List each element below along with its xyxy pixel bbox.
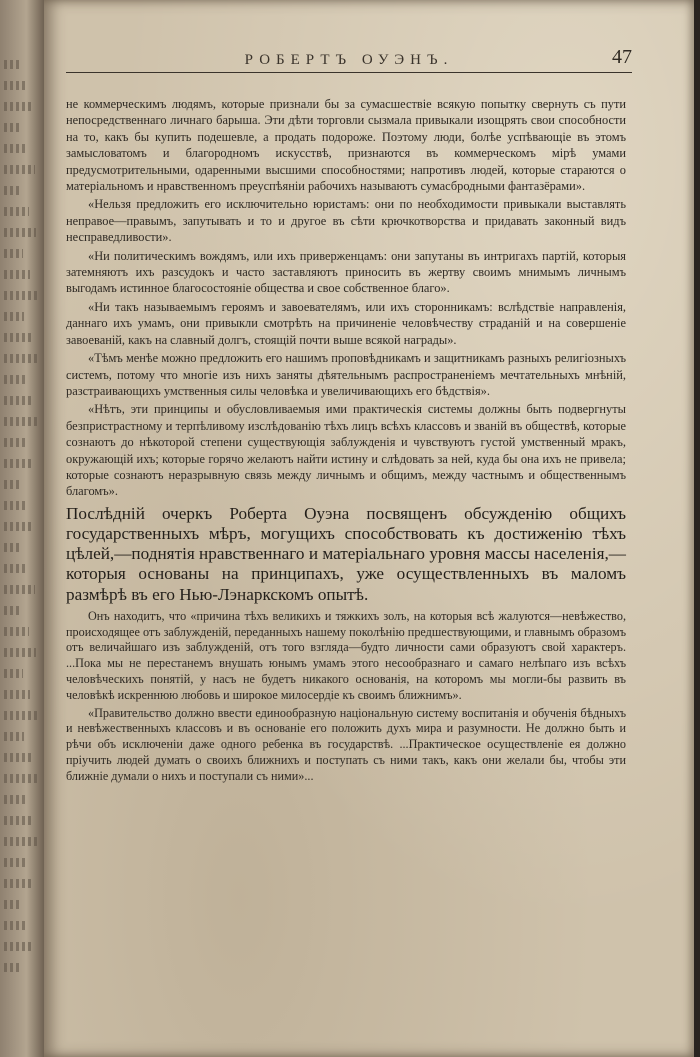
previous-page-text-fragment	[4, 795, 25, 804]
previous-page-text-fragment	[4, 480, 20, 489]
paragraph-2: «Нельзя предложить его исключительно юристамъ: они по необходимости привыкали выставлять неправое—правымъ, запутывать и то и другое въ сѣти крючкотворства и придавать законный видъ несправедливости».	[66, 197, 626, 245]
previous-page-text-fragment	[4, 228, 36, 237]
paragraph-4: «Ни такъ называемымъ героямъ и завоевателямъ, или ихъ сторонникамъ: вслѣдствіе направленія, даннаго ихъ умамъ, они привыкли смотрѣть на причиненіе человѣчеству страданій и на совершеніе завоеваній, какъ на славный долгъ, стоящій почти выше всякой награды».	[66, 299, 626, 347]
paragraph-6: «Нѣтъ, эти принципы и обусловливаемыя ими практическія системы должны быть подвергнуты безпристрастному и терпѣливому изслѣдованію тѣхъ лицъ всѣхъ классовъ и званій въ обществѣ, которые сознаютъ до нѣкоторой степени существующія заблужденія и чувствуютъ густой умственный мракъ, окружающій ихъ; которые горячо желаютъ найти истину и слѣдовать за ней, куда бы она ихъ не привела; которые сознаютъ неразрывную связь между личнымъ и общимъ, между частнымъ и общественнымъ благомъ».	[66, 402, 626, 499]
previous-page-text-fragment	[4, 900, 20, 909]
previous-page-text-fragment	[4, 312, 24, 321]
previous-page-text-fragment	[4, 774, 38, 783]
previous-page-text-fragment	[4, 669, 23, 678]
previous-page-text-fragment	[4, 522, 34, 531]
previous-page-text-fragment	[4, 858, 26, 867]
previous-page-text-fragment	[4, 207, 29, 216]
previous-page-text-fragment	[4, 627, 29, 636]
previous-page-text-fragment	[4, 711, 37, 720]
previous-page-text-fragment	[4, 963, 21, 972]
previous-page-text-fragment	[4, 879, 33, 888]
previous-page-text-fragment	[4, 732, 24, 741]
previous-page-text-fragment	[4, 690, 30, 699]
previous-page-text-fragment	[4, 354, 38, 363]
previous-page-edge	[0, 0, 44, 1057]
previous-page-text-fragment	[4, 921, 27, 930]
previous-page-text-fragment	[4, 606, 22, 615]
previous-page-text-fragment	[4, 816, 32, 825]
previous-page-text-fragment	[4, 123, 21, 132]
previous-page-text-fragment	[4, 60, 20, 69]
previous-page-text-fragment	[4, 291, 37, 300]
previous-page-text-fragment	[4, 417, 39, 426]
previous-page-text-fragment	[4, 375, 25, 384]
book-page	[44, 0, 694, 1057]
previous-page-text-fragment	[4, 144, 28, 153]
paragraph-9: «Правительство должно ввести единообразную національную систему воспитанія и обученія бѣдныхъ и невѣжественныхъ классовъ и въ основаніе его положить духъ мира и разумности. Не должно быть и рѣчи объ исключеніи даже одного ребенка въ государствѣ. ...Практическое осуществленіе ея должно пріучить людей думать о своихъ ближнихъ и поступать съ ними такъ, какъ они желали бы, чтобы эти ближніе думали о нихъ и поступали съ ними»...	[66, 705, 626, 783]
previous-page-text-fragment	[4, 186, 22, 195]
paragraph-5: «Тѣмъ менѣе можно предложить его нашимъ проповѣдникамъ и защитникамъ разныхъ религіозныхъ системъ, потому что многіе изъ нихъ заняты дѣятельнымъ распространеніемъ мечтательныхъ мнѣній, разстраивающихъ умственныя силы человѣка и увеличивающихъ его бѣдствія».	[66, 351, 626, 398]
previous-page-text-fragment	[4, 648, 36, 657]
previous-page-text-fragment	[4, 102, 34, 111]
previous-page-text-fragment	[4, 753, 31, 762]
previous-page-text-fragment	[4, 543, 21, 552]
paragraph-3: «Ни политическимъ вождямъ, или ихъ приверженцамъ: они запутаны въ интригахъ партій, которыя затемняютъ ихъ разсудокъ и часто заставляютъ приносить въ жертву своимъ мнимымъ личнымъ выгодамъ истинное благосостояніе общества и свое собственное благо».	[66, 248, 626, 296]
previous-page-text-fragment	[4, 942, 34, 951]
previous-page-text-fragment	[4, 396, 32, 405]
paragraph-8: Онъ находитъ, что «причина тѣхъ великихъ и тяжкихъ золъ, на которыя всѣ жалуются—невѣжество, происходящее отъ заблужденій, переданныхъ нашему поколѣнію предшествующими, и главнымъ образомъ отъ величайшаго изъ заблужденій, отъ того взгляда—будто личности сами образуютъ свой характеръ. ...Пока мы не перестанемъ внушать юнымъ умамъ этого несообразнаго и самаго нелѣпаго изъ всѣхъ человѣческихъ понятій, у насъ не будетъ никакого основанія, на которомъ мы могли-бы развить въ человѣкѣ искреннюю любовь и широкое милосердіе къ своимъ ближнимъ».	[66, 608, 626, 702]
previous-page-text-fragment	[4, 165, 35, 174]
previous-page-text-fragment	[4, 585, 35, 594]
running-header	[66, 46, 632, 73]
page-number: 47	[612, 46, 632, 68]
previous-page-text-fragment	[4, 333, 31, 342]
previous-page-text-fragment	[4, 459, 33, 468]
paragraph-7-summary: Послѣдній очеркъ Роберта Оуэна посвященъ обсужденію общихъ государственныхъ мѣръ, могущихъ способствовать къ достиженію тѣхъ цѣлей,—поднятія нравственнаго и матеріальнаго уровня массы населенія,—которыя основаны на принципахъ, уже осуществленныхъ въ маломъ размѣрѣ въ его Нью-Лэнаркскомъ опытѣ.	[66, 503, 626, 604]
previous-page-text-fragment	[4, 837, 39, 846]
previous-page-text-fragment	[4, 501, 27, 510]
previous-page-text-fragment	[4, 249, 23, 258]
paragraph-1: не коммерческимъ людямъ, которые признали бы за сумасшествіе всякую попытку свернуть съ пути непосредственнаго личнаго барыша. Эти дѣти торговли сызмала привыкали изощрять свои способности на то, какъ бы купить подешевле, а продать подороже. Поэтому люди, болѣе успѣвающіе въ этомъ замысловатомъ и благородномъ искусствѣ, признаются въ коммерческомъ мірѣ умами предусмотрительными, одаренными высшими способностями; напротивъ людей, которые стараются о матеріальномъ и нравственномъ преуспѣяніи рабочихъ называютъ сумасбродными фантазёрами».	[66, 97, 626, 194]
previous-page-text-fragment	[4, 564, 28, 573]
previous-page-text-fragment	[4, 270, 30, 279]
running-title: РОБЕРТЪ ОУЭНЪ.	[244, 52, 454, 68]
previous-page-text-fragment	[4, 438, 26, 447]
text-column	[66, 96, 626, 785]
previous-page-text-fragment	[4, 81, 27, 90]
